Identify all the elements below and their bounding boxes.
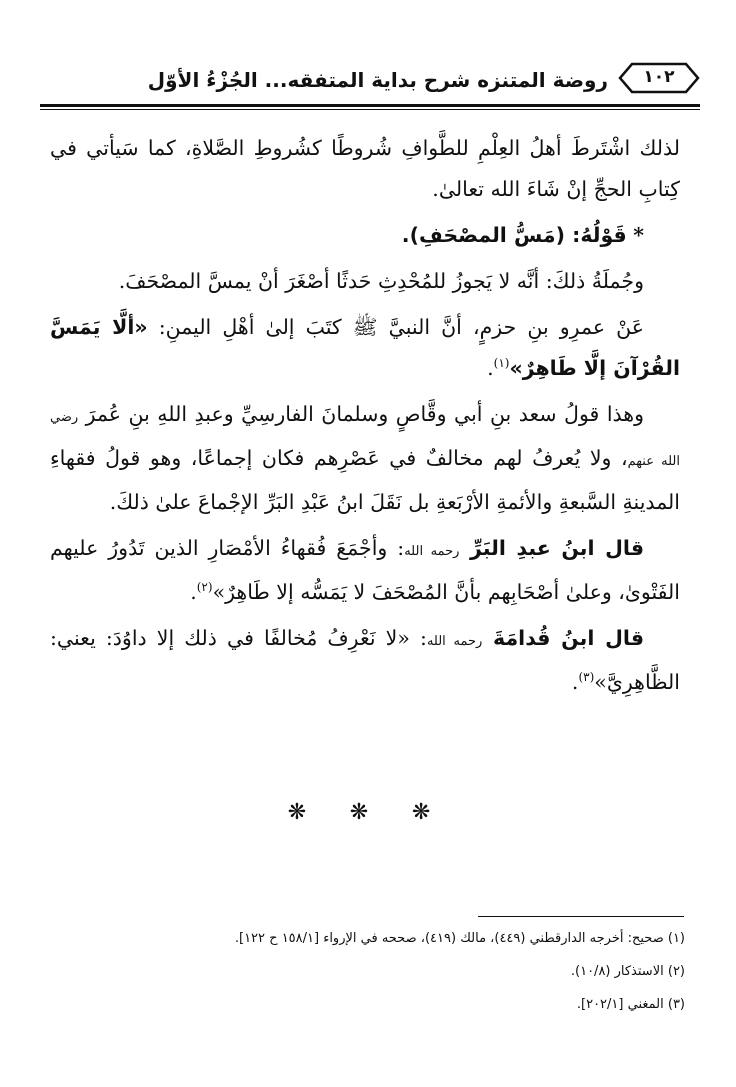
footnote-3: (٣) المغني [٢٠٢/١].	[576, 997, 685, 1012]
quote-author-1: قال ابنُ عبدِ البَرِّ	[459, 536, 645, 560]
section-heading: قَوْلُهُ: (مَسُّ المصْحَفِ).	[401, 223, 627, 247]
paragraph-2	[50, 215, 680, 256]
honorific-mark: رضي الله عنهم	[50, 410, 680, 469]
paragraph-6: قال ابنُ عبدِ البَرِّ رحمه الله: وأجْمَعَ فُقهاءُ الأمْصَارِ الذين تَدُورُ عليهم الفَتْوىٰ، وعلىٰ أصْحَابِهم بأنَّ المُصْحَفَ لا يَمَسُّه إلا طَاهِرٌ»$^{(٢)}$.	[50, 536, 680, 604]
paragraph-5	[50, 394, 680, 523]
star-mark: *	[633, 223, 644, 247]
running-header	[40, 62, 700, 100]
header-title: روضة المتنزه شرح بداية المتفقه... الجُزْءُ الأوّل	[147, 68, 608, 92]
quote-author-2: قال ابنُ قُدامَةَ	[482, 626, 644, 650]
footnotes	[120, 922, 685, 1021]
honorific-mark: رحمه الله	[404, 544, 460, 559]
paragraph-1: لذلك اشْتَرطَ أهلُ العِلْمِ للطَّوافِ شُروطًا كشُروطِ الصَّلاةِ، كما سَيأتي في كِتابِ الحجِّ إنْ شَاءَ الله تعالىٰ.	[50, 136, 680, 201]
footnote-rule	[478, 916, 684, 917]
footnote-1: (١) صحيح: أخرجه الدارقطني (٤٤٩)، مالك (٤١٩)، صححه في الإرواء [١٥٨/١ ح ١٢٢].	[234, 931, 685, 946]
main-text	[50, 128, 680, 708]
footnote-ref-2: (٢)	[196, 580, 213, 595]
footnote-2: (٢) الاستذكار (١٠/٨).	[570, 964, 685, 979]
paragraph-4: عَنْ عمرِو بنِ حزمٍ، أنَّ النبيَّ ﷺ كتَبَ إلىٰ أهْلِ اليمنِ: «ألَّا يَمَسَّ القُرْآنَ إلَّا طَاهِرٌ»$^{(١)}$.	[50, 315, 680, 380]
companions-text: وهذا قولُ سعد بنِ أبي وقَّاصٍ وسلمانَ الفارسِيِّ وعبدِ اللهِ بنِ عُمرَ	[78, 402, 644, 426]
consensus-text: ، ولا يُعرفُ لهم مخالفٌ في عَصْرِهم فكان إجماعًا، وهو قولُ فقهاءِ المدينةِ السَّبعةِ والأئمةِ الأرْبَعةِ بل نَقَلَ ابنُ عَبْدِ البَرِّ الإجْماعَ علىٰ ذلكَ.	[50, 446, 680, 514]
paragraph-3: وجُملَةُ ذلكَ: أنَّه لا يَجوزُ للمُحْدِثِ حَدثًا أصْغَرَ أنْ يمسَّ المصْحَفَ.	[118, 269, 644, 293]
page-number: ١٠٢	[643, 67, 675, 87]
quote-text-1: : وأجْمَعَ فُقهاءُ الأمْصَارِ الذين تَدُورُ عليهم الفَتْوىٰ، وعلىٰ أصْحَابِهم بأنَّ المُصْحَفَ لا يَمَسُّه إلا طَاهِرٌ»	[50, 536, 680, 604]
quote-text-2: : «لا نَعْرِفُ مُخالفًا في ذلك إلا داوُدَ: يعني: الظَّاهِرِيَّ»	[50, 626, 680, 694]
header-rule	[40, 104, 700, 107]
page-number-badge	[618, 62, 700, 94]
honorific-mark: رحمه الله	[426, 634, 483, 649]
section-separator: ❋ ❋ ❋	[287, 800, 449, 825]
hadith-intro: عَنْ عمرِو بنِ حزمٍ، أنَّ النبيَّ ﷺ كتَبَ إلىٰ أهْلِ اليمنِ:	[147, 315, 644, 339]
footnote-ref-3: (٣)	[578, 670, 595, 685]
hadith-quote: «ألَّا يَمَسَّ القُرْآنَ إلَّا طَاهِرٌ»	[50, 315, 680, 380]
header-rule-thin	[40, 109, 700, 110]
footnote-ref-1: (١)	[493, 356, 510, 371]
paragraph-7: قال ابنُ قُدامَةَ رحمه الله: «لا نَعْرِفُ مُخالفًا في ذلك إلا داوُدَ: يعني: الظَّاهِرِيَّ»$^{(٣)}$.	[50, 626, 680, 694]
